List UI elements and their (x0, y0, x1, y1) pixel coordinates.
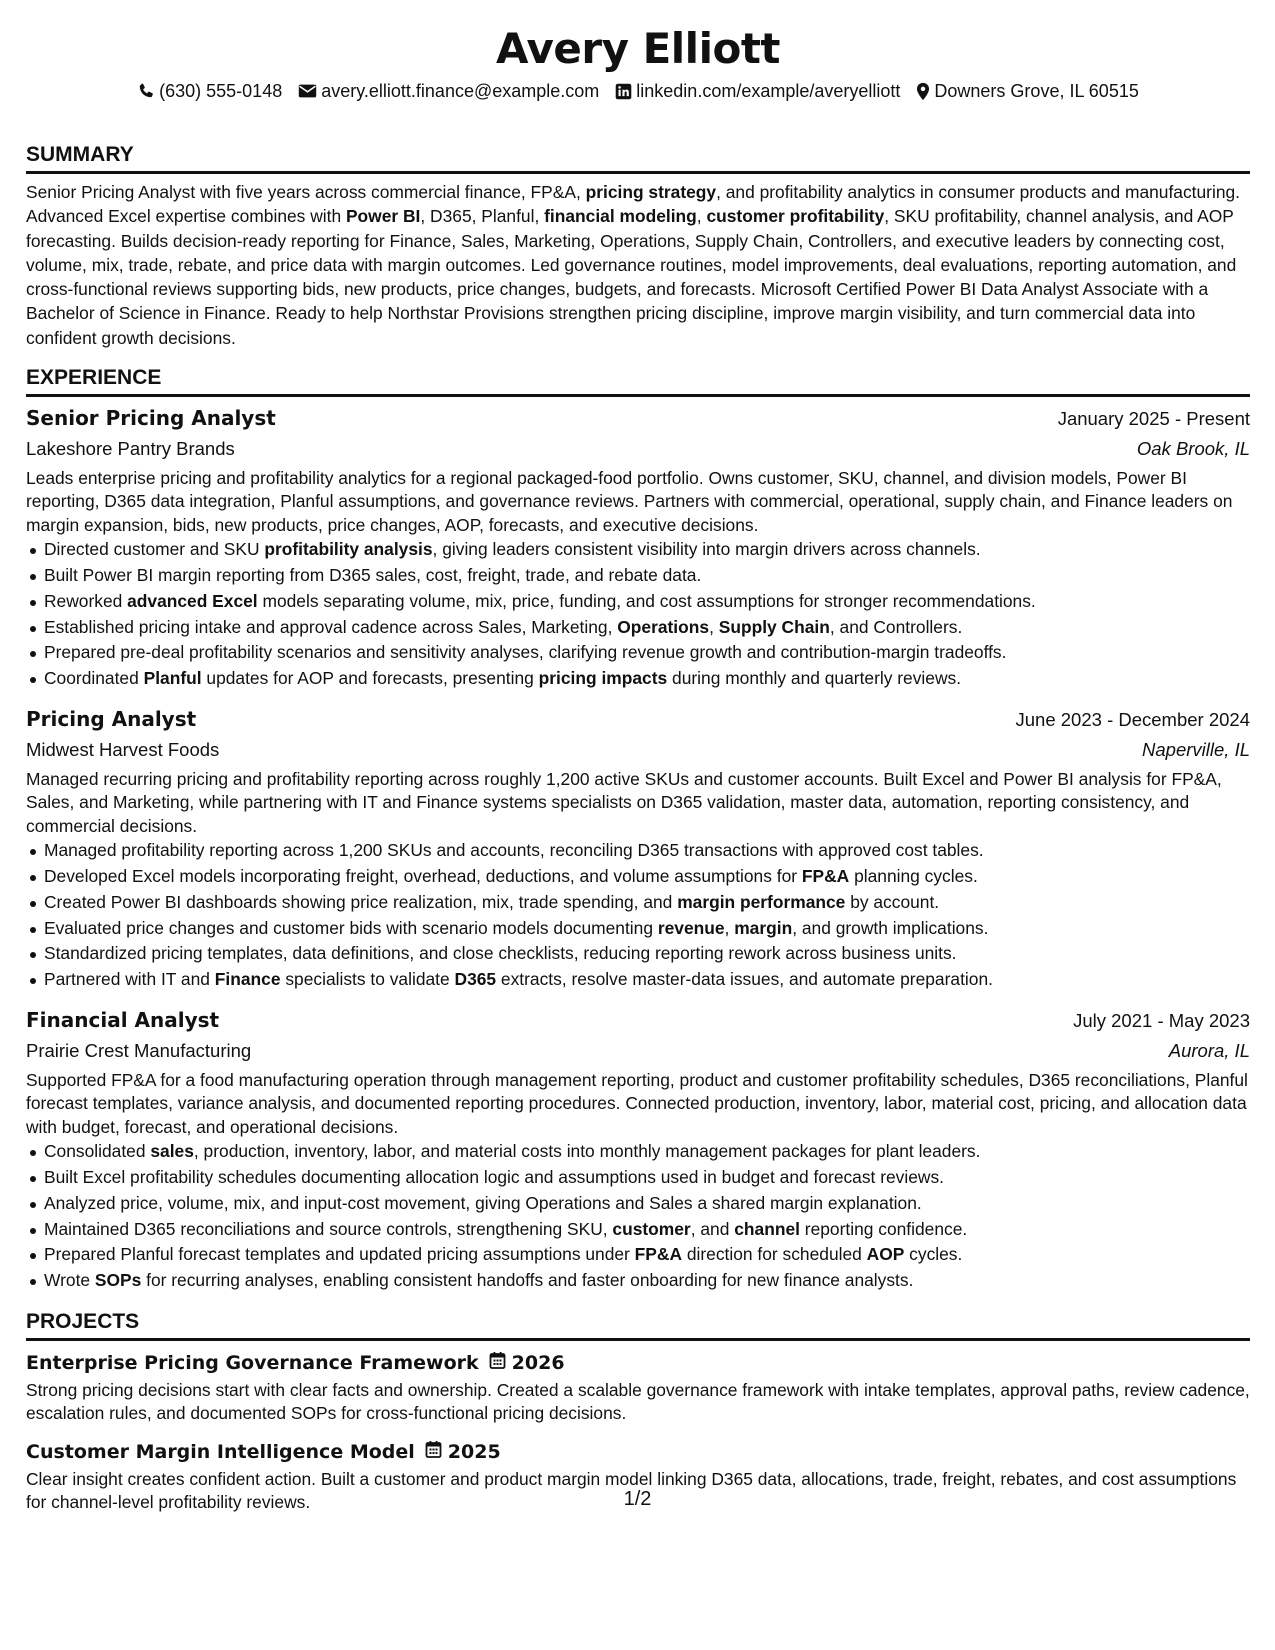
bullet-item: Analyzed price, volume, mix, and input-cost movement, giving Operations and Sales a shared margin explanation. (26, 1191, 1250, 1217)
phone-icon (137, 82, 155, 100)
bullet-item: Coordinated Planful updates for AOP and forecasts, presenting pricing impacts during monthly and quarterly reviews. (26, 666, 1250, 692)
project-description: Clear insight creates confident action. Built a customer and product margin model linking D365 data, allocations, trade, freight, rebates, and cost assumptions for channel-level profitability reviews. (26, 1468, 1237, 1513)
job-location: Oak Brook, IL (1136, 438, 1250, 460)
bullet-item: Built Power BI margin reporting from D365 sales, cost, freight, trade, and rebate data. (26, 563, 1250, 589)
job-title: Pricing Analyst (26, 707, 197, 732)
experience-section (26, 364, 1250, 1294)
job-dates: January 2025 - Present (1057, 408, 1250, 430)
emphasis-text: AOP (866, 1244, 905, 1265)
emphasis-text: pricing strategy (585, 182, 717, 202)
job-entry (26, 403, 1250, 692)
phone-text: (630) 555-0148 (159, 81, 283, 101)
bullet-item: Developed Excel models incorporating freight, overhead, deductions, and volume assumptions for FP&A planning cycles. (26, 864, 1250, 890)
bullet-item: Evaluated price changes and customer bids with scenario models documenting revenue, margin, and growth implications. (26, 916, 1250, 942)
experience-heading: EXPERIENCE (26, 364, 1250, 397)
project-title: Enterprise Pricing Governance Framework (26, 1352, 479, 1375)
job-entry (26, 1005, 1250, 1294)
project-entry (26, 1349, 1250, 1426)
job-company: Prairie Crest Manufacturing (26, 1040, 252, 1062)
bullet-item: Directed customer and SKU profitability analysis, giving leaders consistent visibility into margin drivers across channels. (26, 537, 1250, 563)
contact-bar (26, 79, 1250, 103)
project-description: Strong pricing decisions start with clear facts and ownership. Created a scalable governance framework with intake templates, approval paths, review cadence, escalation rules, and documented SOPs for cross-functional pricing decisions. (26, 1380, 1250, 1424)
job-description: Managed recurring pricing and profitability reporting across roughly 1,200 active SKUs and customer accounts. Built Excel and Power BI analysis for FP&A, Sales, and Marketing, while partnering with IT and Finance systems specialists on D365 validation, master data, automation, reporting consistency, and commercial decisions. (26, 769, 1222, 836)
emphasis-text: financial modeling (544, 206, 697, 227)
job-bullets (26, 537, 1250, 692)
location-text: Downers Grove, IL 60515 (934, 81, 1139, 101)
bullet-item: Prepared pre-deal profitability scenarios and sensitivity analyses, clarifying revenue growth and contribution-margin tradeoffs. (26, 640, 1250, 666)
emphasis-text: channel (734, 1218, 800, 1239)
bullet-item: Consolidated sales, production, inventory, labor, and material costs into monthly management packages for plant leaders. (26, 1139, 1250, 1165)
bullet-item: Partnered with IT and Finance specialists to validate D365 extracts, resolve master-data issues, and automate preparation. (26, 967, 1250, 993)
bullet-item: Standardized pricing templates, data definitions, and close checklists, reducing reporting rework across business units. (26, 941, 1250, 967)
job-title: Senior Pricing Analyst (26, 406, 276, 431)
page-number: 1/2 (623, 1488, 652, 1510)
emphasis-text: SOPs (94, 1270, 142, 1291)
contact-linkedin[interactable] (615, 79, 900, 103)
emphasis-text: margin performance (677, 891, 846, 912)
calendar-icon (489, 1349, 506, 1377)
job-title: Financial Analyst (26, 1008, 220, 1033)
emphasis-text: revenue (657, 917, 725, 938)
job-dates: June 2023 - December 2024 (1015, 709, 1250, 731)
email-text: avery.elliott.finance@example.com (321, 81, 600, 101)
linkedin-icon (615, 83, 632, 100)
job-entry (26, 704, 1250, 993)
job-location: Naperville, IL (1142, 739, 1250, 761)
resume-page (26, 0, 1250, 1650)
project-date (489, 1349, 565, 1377)
project-date (425, 1438, 501, 1466)
emphasis-text: Supply Chain (718, 616, 830, 637)
linkedin-text: linkedin.com/example/averyelliott (636, 81, 901, 101)
project-year: 2025 (447, 1440, 501, 1463)
emphasis-text: D365 (454, 969, 497, 990)
bullet-item: Maintained D365 reconciliations and source controls, strengthening SKU, customer, and channel reporting confidence. (26, 1217, 1250, 1243)
emphasis-text: FP&A (634, 1244, 683, 1265)
emphasis-text: Operations (617, 616, 710, 637)
project-year: 2026 (511, 1352, 565, 1375)
project-title: Customer Margin Intelligence Model (26, 1440, 415, 1463)
bullet-item: Managed profitability reporting across 1,200 SKUs and accounts, reconciling D365 transactions with approved cost tables. (26, 838, 1250, 864)
map-pin-icon (916, 82, 930, 101)
job-description: Leads enterprise pricing and profitability analytics for a regional packaged-food portfolio. Owns customer, SKU, channel, and division models, Power BI reporting, D365 data integration, Planful assumptions, and governance reviews. Partners with commercial, operational, supply chain, and Finance leaders on margin expansion, bids, new products, price changes, AOP, forecasts, and executive decisions. (26, 468, 1233, 535)
emphasis-text: FP&A (801, 866, 850, 887)
job-company: Lakeshore Pantry Brands (26, 438, 235, 460)
emphasis-text: customer profitability (706, 206, 885, 227)
job-bullets (26, 838, 1250, 993)
bullet-item: Reworked advanced Excel models separating volume, mix, price, funding, and cost assumptions for stronger recommendations. (26, 589, 1250, 615)
emphasis-text: profitability analysis (264, 539, 433, 560)
job-bullets (26, 1139, 1250, 1294)
job-dates: July 2021 - May 2023 (1073, 1010, 1250, 1032)
projects-section (26, 1308, 1250, 1515)
contact-phone[interactable] (137, 79, 282, 103)
emphasis-text: pricing impacts (538, 668, 668, 689)
bullet-item: Wrote SOPs for recurring analyses, enabling consistent handoffs and faster onboarding for new finance analysts. (26, 1268, 1250, 1294)
emphasis-text: customer (612, 1218, 691, 1239)
job-description: Supported FP&A for a food manufacturing operation through management reporting, product and customer profitability schedules, D365 reconciliations, Planful forecast templates, variance analysis, and documented reporting procedures. Connected production, inventory, labor, material cost, pricing, and allocation data with budget, forecast, and operational decisions. (26, 1070, 1248, 1137)
emphasis-text: Finance (214, 969, 281, 990)
job-company: Midwest Harvest Foods (26, 739, 220, 761)
calendar-icon (425, 1438, 442, 1466)
contact-email[interactable] (298, 79, 599, 103)
candidate-name: Avery Elliott (496, 24, 780, 73)
bullet-item: Established pricing intake and approval cadence across Sales, Marketing, Operations, Supply Chain, and Controllers. (26, 615, 1250, 641)
envelope-icon (298, 83, 317, 99)
summary-section (26, 141, 1250, 350)
emphasis-text: sales (150, 1141, 194, 1162)
job-list (26, 403, 1250, 1294)
bullet-item: Built Excel profitability schedules documenting allocation logic and assumptions used in budget and forecast reviews. (26, 1165, 1250, 1191)
projects-heading: PROJECTS (26, 1308, 1250, 1341)
job-location: Aurora, IL (1168, 1040, 1250, 1062)
emphasis-text: advanced Excel (127, 590, 258, 611)
emphasis-text: margin (734, 917, 793, 938)
emphasis-text: Planful (143, 668, 202, 689)
summary-heading: SUMMARY (26, 141, 1250, 174)
bullet-item: Prepared Planful forecast templates and updated pricing assumptions under FP&A direction for scheduled AOP cycles. (26, 1242, 1250, 1268)
bullet-item: Created Power BI dashboards showing price realization, mix, trade spending, and margin performance by account. (26, 890, 1250, 916)
summary-text: Senior Pricing Analyst with five years across commercial finance, FP&A, pricing strategy, and profitability analytics in consumer products and manufacturing. Advanced Excel expertise combines with Power BI, D365, Planful, financial modeling, customer profitability, SKU profitability, channel analysis, and AOP forecasting. Builds decision-ready reporting for Finance, Sales, Marketing, Operations, Supply Chain, Controllers, and executive leaders by connecting cost, volume, mix, trade, rebate, and price data with margin outcomes. Led governance routines, model improvements, deal evaluations, reporting automation, and cross-functional reviews supporting bids, new products, price changes, budgets, and forecasts. Microsoft Certified Power BI Data Analyst Associate with a Bachelor of Science in Finance. Ready to help Northstar Provisions strengthen pricing discipline, improve margin visibility, and turn commercial data into confident growth decisions. (26, 182, 1241, 348)
contact-location (916, 79, 1138, 103)
emphasis-text: Power BI (345, 206, 421, 227)
